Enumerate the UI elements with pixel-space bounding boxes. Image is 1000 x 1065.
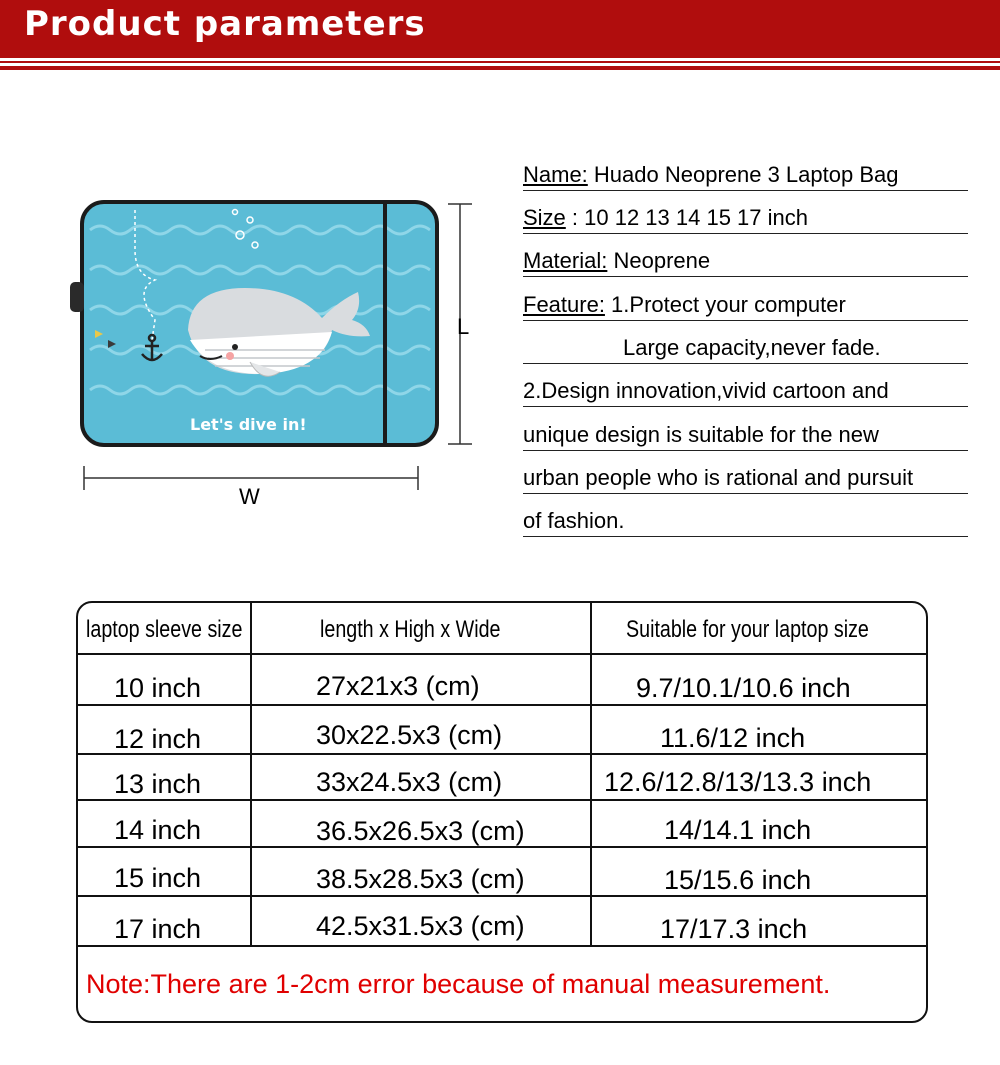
row-divider <box>78 799 926 801</box>
feature-line: unique design is suitable for the new <box>523 422 968 451</box>
column-header: length x High x Wide <box>320 616 501 643</box>
table-cell: 14 inch <box>114 815 202 845</box>
spec-feature: Feature: 1.Protect your computer <box>523 292 968 321</box>
spec-material: Material: Neoprene <box>523 248 968 277</box>
feature-line: 2.Design innovation,vivid cartoon and <box>523 378 968 407</box>
product-image <box>40 190 480 520</box>
table-cell: 27x21x3 (cm) <box>316 671 480 701</box>
table-cell: 9.7/10.1/10.6 inch <box>636 673 851 703</box>
measurement-note: Note:There are 1-2cm error because of manual measurement. <box>86 969 831 999</box>
table-cell: 11.6/12 inch <box>660 723 806 753</box>
header-rule-2 <box>0 66 1000 70</box>
page-title: Product parameters <box>24 4 426 44</box>
width-label: W <box>239 484 260 509</box>
feature-line: of fashion. <box>523 508 968 537</box>
table-cell: 17/17.3 inch <box>660 914 808 944</box>
table-cell: 30x22.5x3 (cm) <box>316 720 503 750</box>
table-cell: 12.6/12.8/13/13.3 inch <box>604 767 872 797</box>
feature-line: urban people who is rational and pursuit <box>523 465 968 494</box>
table-cell: 10 inch <box>114 673 202 703</box>
zipper-pull-icon <box>70 282 84 312</box>
length-label: L <box>457 314 470 339</box>
row-divider <box>78 945 926 947</box>
column-header: Suitable for your laptop size <box>626 616 869 643</box>
table-cell: 42.5x31.5x3 (cm) <box>316 911 525 941</box>
feature-line: Large capacity,never fade. <box>523 335 968 364</box>
table-cell: 13 inch <box>114 769 202 799</box>
table-cell: 38.5x28.5x3 (cm) <box>316 864 525 894</box>
table-cell: 12 inch <box>114 724 202 754</box>
spec-size: Size : 10 12 13 14 15 17 inch <box>523 205 968 234</box>
column-header: laptop sleeve size <box>86 616 243 643</box>
row-divider <box>78 653 926 655</box>
table-cell: 15 inch <box>114 863 202 893</box>
size-table <box>76 601 928 1023</box>
table-cell: 33x24.5x3 (cm) <box>316 767 503 797</box>
table-cell: 36.5x26.5x3 (cm) <box>316 816 525 846</box>
table-cell: 17 inch <box>114 914 202 944</box>
spec-name: Name: Huado Neoprene 3 Laptop Bag <box>523 162 968 191</box>
bag-print-text: Let's dive in! <box>190 415 307 434</box>
row-divider <box>78 704 926 706</box>
table-cell: 15/15.6 inch <box>664 865 812 895</box>
page-header <box>0 0 1000 58</box>
header-rule-1 <box>0 61 1000 63</box>
table-cell: 14/14.1 inch <box>664 815 812 845</box>
